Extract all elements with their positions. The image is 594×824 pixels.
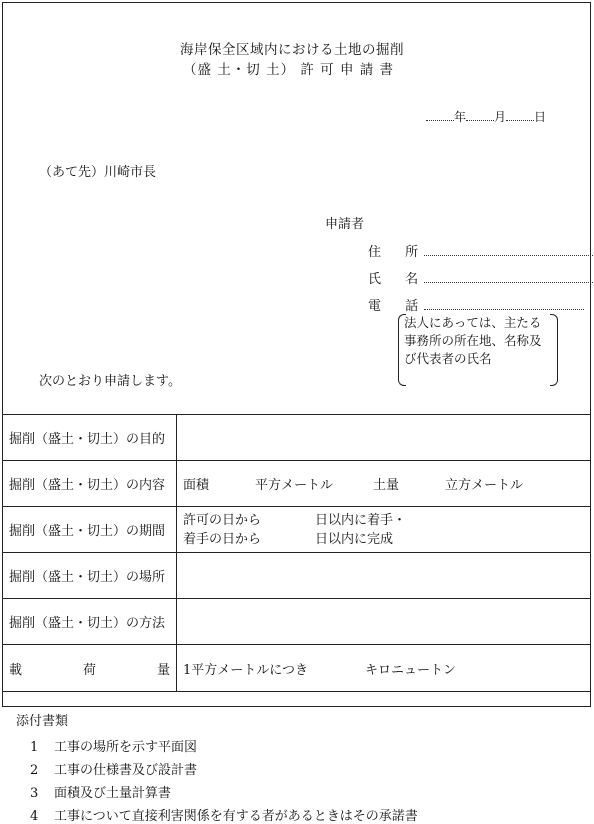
name-label: 氏 名	[368, 272, 429, 287]
period-start-days: 日以内に着手・	[315, 512, 407, 528]
content-label: 掘削（盛土・切土）の内容	[3, 461, 177, 507]
period-start-from: 許可の日から	[183, 512, 262, 528]
table-row	[3, 645, 591, 692]
attachment-number: 2	[30, 763, 39, 778]
name-field	[368, 268, 594, 287]
phone-label: 電 話	[368, 299, 429, 314]
volume-label: 土量	[373, 478, 400, 493]
area-unit: 平方メートル	[255, 478, 334, 493]
applicant-label: 申請者	[325, 217, 365, 232]
table-row	[3, 415, 591, 461]
load-per-area: 1平方メートルにつき	[183, 662, 309, 678]
load-value[interactable]	[177, 645, 591, 692]
period-complete-days: 日以内に完成	[315, 531, 394, 547]
corporate-note	[400, 314, 552, 386]
addressee: （あて先）川崎市長	[39, 165, 157, 180]
volume-unit: 立方メートル	[445, 478, 524, 493]
month-blank[interactable]	[466, 108, 494, 121]
address-field	[368, 241, 594, 260]
list-item	[30, 782, 171, 801]
attachment-text: 面積及び土量計算書	[54, 786, 172, 801]
table-row	[3, 553, 591, 599]
area-label: 面積	[183, 478, 210, 493]
list-item	[30, 736, 197, 755]
intro-text: 次のとおり申請します。	[39, 374, 181, 389]
method-label: 掘削（盛土・切土）の方法	[3, 599, 177, 645]
attachment-text: 工事について直接利害関係を有する者があるときはその承諾書	[54, 809, 418, 824]
address-label: 住 所	[368, 245, 429, 260]
load-label	[3, 645, 177, 692]
application-table	[2, 414, 591, 692]
attachment-text: 工事の場所を示す平面図	[54, 740, 198, 755]
phone-field	[368, 295, 584, 314]
attachment-number: 1	[30, 740, 39, 755]
corporate-note-text: 法人にあっては、主たる事務所の所在地、名称及び代表者の氏名	[404, 315, 542, 366]
purpose-value[interactable]	[177, 415, 591, 461]
year-label: 年	[454, 110, 467, 124]
right-bracket	[550, 314, 558, 386]
month-label: 月	[494, 110, 507, 124]
load-label-text: 載 荷 量	[9, 662, 170, 678]
date-line	[426, 108, 546, 125]
table-row	[3, 461, 591, 507]
list-item	[30, 759, 197, 778]
location-label: 掘削（盛土・切土）の場所	[3, 553, 177, 599]
day-label: 日	[534, 110, 547, 124]
attachment-text: 工事の仕様書及び設計書	[54, 763, 198, 778]
attachment-number: 3	[30, 786, 39, 801]
location-value[interactable]	[177, 553, 591, 599]
period-label: 掘削（盛土・切土）の期間	[3, 507, 177, 553]
day-blank[interactable]	[506, 108, 534, 121]
form-title: 海岸保全区域内における土地の掘削	[180, 42, 404, 58]
table-row	[3, 507, 591, 553]
period-value[interactable]	[177, 507, 591, 553]
method-value[interactable]	[177, 599, 591, 645]
address-blank[interactable]	[424, 243, 594, 256]
purpose-label: 掘削（盛土・切土）の目的	[3, 415, 177, 461]
attachment-number: 4	[30, 809, 39, 824]
list-item	[30, 805, 418, 824]
table-row	[3, 599, 591, 645]
load-unit: キロニュートン	[365, 662, 457, 678]
name-blank[interactable]	[424, 270, 594, 283]
left-bracket	[398, 314, 406, 386]
year-blank[interactable]	[426, 108, 454, 121]
form-subtitle: （盛 土・切 土） 許 可 申 請 書	[183, 62, 395, 78]
phone-blank[interactable]	[424, 297, 584, 310]
attachments-heading: 添付書類	[16, 714, 69, 729]
content-value[interactable]	[177, 461, 591, 507]
period-complete-from: 着手の日から	[183, 531, 262, 547]
